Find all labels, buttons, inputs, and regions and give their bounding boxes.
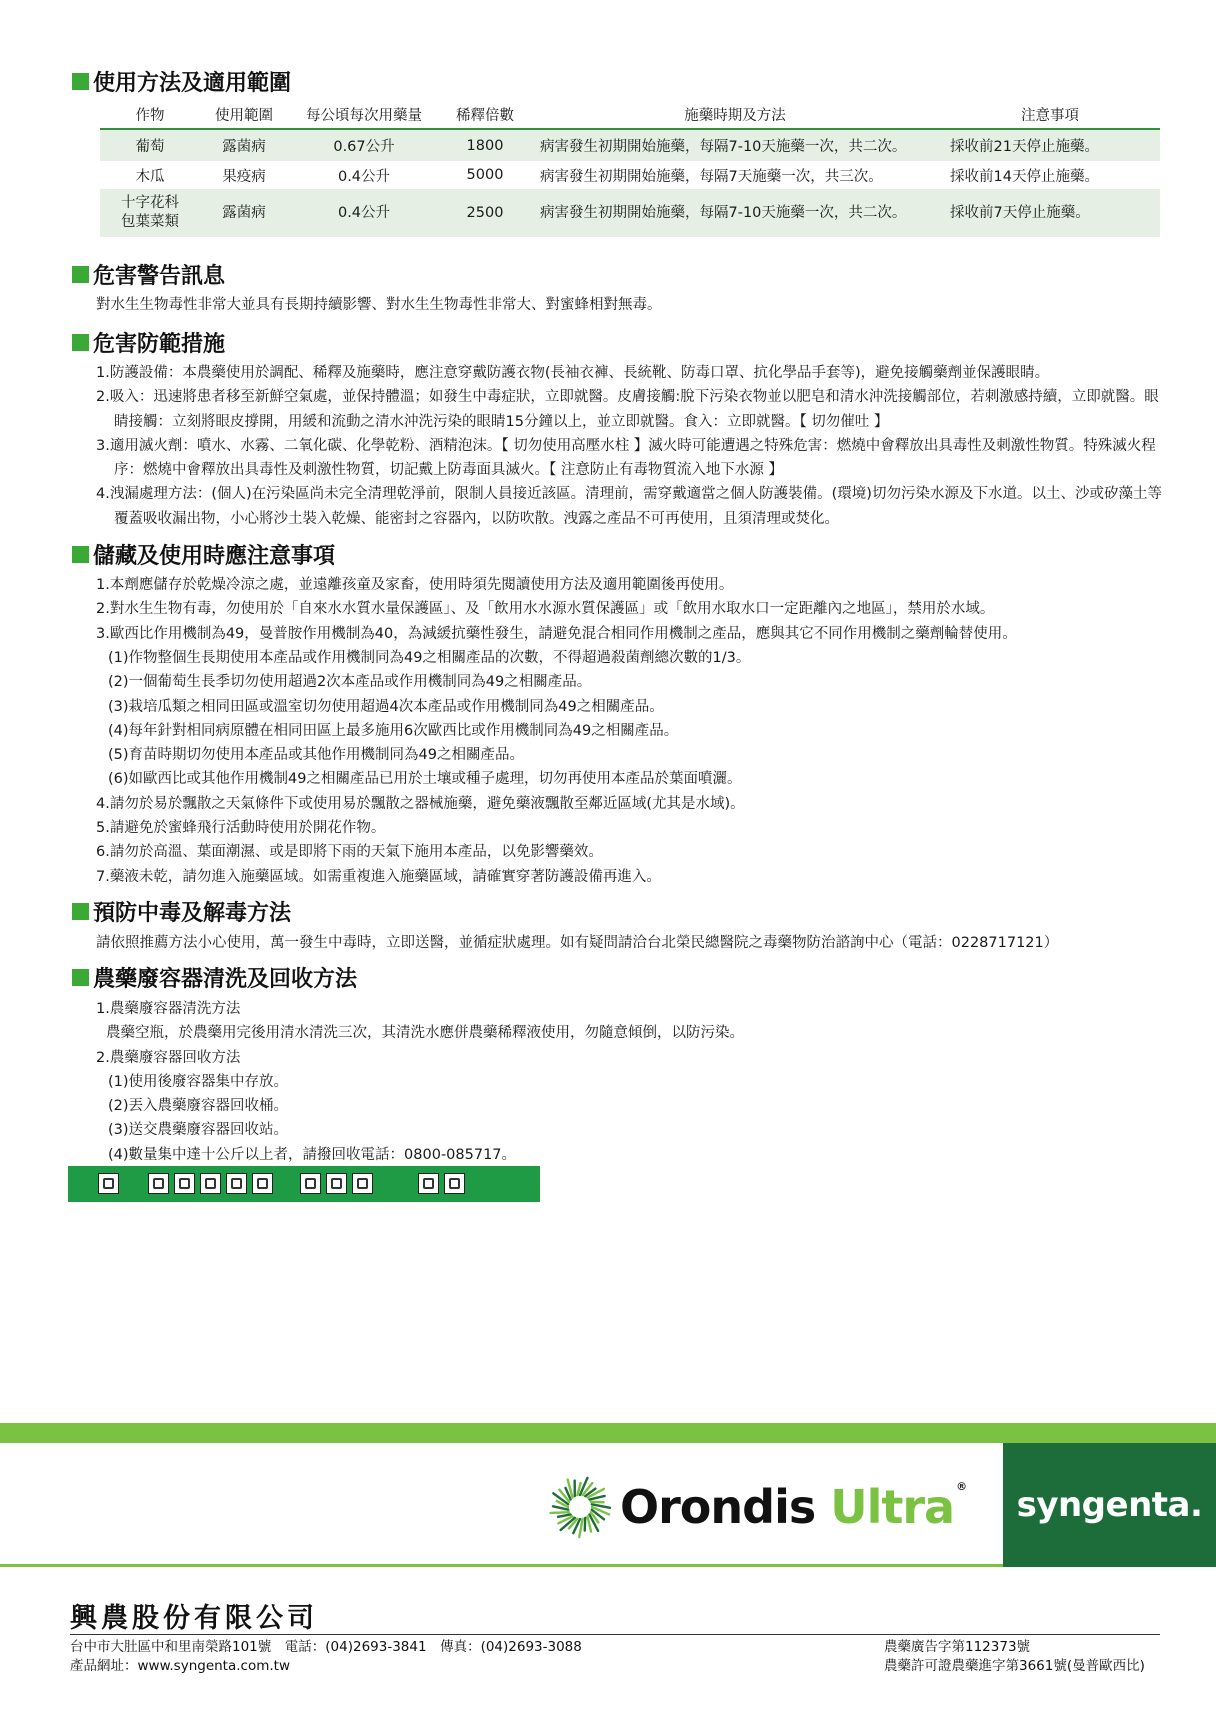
list-item: 3.適用滅火劑：噴水、水霧、二氧化碳、化學乾粉、酒精泡沫。【 切勿使用高壓水柱 】滅火時可能遭遇之特殊危害：燃燒中會釋放出具毒性及刺激性物質。特殊滅火程序：燃燒中會釋放出具毒性及刺激性物質，切記戴上防毒面具滅火。【 注意防止有毒物質流入地下水源 】: [96, 437, 1156, 479]
table-cell: 0.67公升: [288, 129, 440, 161]
usage-table: [100, 100, 1160, 237]
crop-line-1: 十字花科: [121, 195, 179, 211]
harmful-fish-icon: [444, 1173, 465, 1194]
table-cell: 露菌病: [200, 189, 288, 237]
boots-icon: [148, 1173, 169, 1194]
section-antidote-title: 預防中毒及解毒方法: [72, 897, 1162, 927]
green-square-icon: [72, 334, 89, 351]
sub-item: (2)丟入農藥廢容器回收桶。: [108, 1098, 289, 1115]
section-usage-title: 使用方法及適用範圍: [72, 66, 1162, 96]
brand-band-line: [0, 1564, 1003, 1567]
col-header: 稀釋倍數: [440, 100, 530, 129]
syngenta-logo: syngenta.: [1016, 1485, 1203, 1525]
table-cell: 果疫病: [200, 161, 288, 189]
sub-item: (4)每年針對相同病原體在相同田區上最多施用6次歐西比或作用機制同為49之相關產品。: [108, 722, 679, 739]
table-cell: [100, 189, 200, 237]
license-number: 農藥許可證農藥進字第3661號(曼普歐西比): [884, 1658, 1145, 1674]
company-name: 興農股份有限公司: [70, 1603, 318, 1634]
table-row: [100, 161, 1160, 189]
mix-icon: [300, 1173, 321, 1194]
list-item: 2.吸入：迅速將患者移至新鮮空氣處，並保持體溫；如發生中毒症狀，立即就醫。皮膚接觸:脫下污染衣物並以肥皂和清水沖洗接觸部位，若刺激感持續，立即就醫。眼睛接觸：立刻將眼皮撐開，用緩和流動之清水沖洗污染的眼睛15分鐘以上，並立即就醫。食入：立即就醫。【 切勿催吐 】: [96, 389, 1159, 430]
section-container-title: 農藥廢容器清洗及回收方法: [72, 963, 1162, 993]
col-header: 注意事項: [940, 100, 1160, 129]
list-item: 4.洩漏處理方法：(個人)在污染區尚未完全清理乾淨前，限制人員接近該區。清理前，需穿戴適當之個人防護裝備。(環境)切勿污染水源及下水道。以土、沙或矽藻土等覆蓋吸收漏出物，小心將沙土裝入乾燥、能密封之容器內，以防吹散。洩露之產品不可再使用，且須清理或焚化。: [96, 486, 1162, 527]
antidote-text: 請依照推薦方法小心使用，萬一發生中毒時，立即送醫，並循症狀處理。如有疑問請洽台北榮民總醫院之毒藥物防治諮詢中心（電話：0228717121）: [96, 934, 1059, 951]
sub-item: (5)育苗時期切勿使用本產品或其他作用機制同為49之相關產品。: [108, 747, 524, 764]
list-item: 3.歐西比作用機制為49，曼普胺作用機制為40，為減緩抗藥性發生，請避免混合相同作用機制之產品，應與其它不同作用機制之藥劑輪替使用。: [96, 625, 1017, 642]
orondis-ultra-logo: [548, 1475, 966, 1539]
section-warning-title: 危害警告訊息: [72, 259, 1162, 289]
section-storage-title: 儲藏及使用時應注意事項: [72, 539, 1162, 569]
logo-ray: [551, 1512, 570, 1513]
content-area: [72, 66, 1162, 1167]
wash-icon: [226, 1173, 247, 1194]
table-row: [100, 129, 1160, 161]
green-square-icon: [72, 969, 89, 986]
list-item: 1.本劑應儲存於乾燥冷涼之處，並遠離孩童及家畜，使用時須先閱讀使用方法及適用範圍後再使用。: [96, 577, 734, 594]
company-website: 產品網址：www.syngenta.com.tw: [70, 1658, 291, 1674]
sub-item: (2)一個葡萄生長季切勿使用超過2次本產品或作用機制同為49之相關產品。: [108, 674, 592, 691]
list-item: 5.請避免於蜜蜂飛行活動時使用於開花作物。: [96, 820, 386, 837]
green-square-icon: [72, 266, 89, 283]
table-row: [100, 189, 1160, 237]
col-header: 每公頃每次用藥量: [288, 100, 440, 129]
table-cell: 採收前7天停止施藥。: [940, 189, 1160, 237]
list-item: 7.藥液未乾，請勿進入施藥區域。如需重複進入施藥區域，請確實穿著防護設備再進入。: [96, 868, 661, 885]
col-header: 使用範圍: [200, 100, 288, 129]
syngenta-logo-box: [1003, 1443, 1216, 1567]
sub-item: (4)數量集中達十公斤以上者，請撥回收電話：0800-085717。: [108, 1146, 517, 1163]
section-precaution-title: 危害防範措施: [72, 327, 1162, 357]
ad-number: 農藥廣告字第112373號: [884, 1639, 1031, 1655]
green-square-icon: [72, 546, 89, 563]
gloves-icon: [174, 1173, 195, 1194]
green-square-icon: [72, 73, 89, 90]
list-item: 4.請勿於易於飄散之天氣條件下或使用易於飄散之器械施藥，避免藥液飄散至鄰近區域(尤其是水域)。: [96, 795, 745, 812]
list-item: 6.請勿於高溫、葉面潮濕、或是即將下雨的天氣下施用本產品，以免影響藥效。: [96, 844, 603, 861]
table-cell: 5000: [440, 161, 530, 189]
sub-item: 農藥空瓶，於農藥用完後用清水清洗三次，其清洗水應併農藥稀釋液使用，勿隨意傾倒，以防污染。: [106, 1025, 744, 1042]
table-cell: 病害發生初期開始施藥，每隔7天施藥一次，共三次。: [530, 161, 940, 189]
list-item: 2.農藥廢容器回收方法: [96, 1049, 241, 1066]
face-shield-icon: [200, 1173, 221, 1194]
sub-item: (1)作物整個生長期使用本產品或作用機制同為49之相關產品的次數，不得超過殺菌劑總次數的1/3。: [108, 649, 751, 666]
product-name: Orondis Ultra ®: [620, 1480, 967, 1534]
list-item: 1.防護設備：本農藥使用於調配、稀釋及施藥時，應注意穿戴防護衣物(長袖衣褲、長統靴、防毒口罩、抗化學品手套等)，避免接觸藥劑並保護眼睛。: [96, 365, 1050, 381]
list-item: 2.對水生生物有毒，勿使用於「自來水水質水量保護區」、及「飲用水水源水質保護區」或「飲用水取水口一定距離內之地區」，禁用於水域。: [96, 601, 995, 618]
footer-divider: [70, 1634, 1160, 1635]
company-address: 台中市大肚區中和里南榮路101號 電話：(04)2693-3841 傳真：(04)2693-3088: [70, 1639, 582, 1655]
col-header: 施藥時期及方法: [530, 100, 940, 129]
footer-right: [884, 1638, 1145, 1676]
table-cell: 採收前14天停止施藥。: [940, 161, 1160, 189]
sub-item: (3)栽培瓜類之相同田區或溫室切勿使用超過4次本產品或作用機制同為49之相關產品。: [108, 698, 664, 715]
table-cell: 葡萄: [100, 129, 200, 161]
table-cell: 採收前21天停止施藥。: [940, 129, 1160, 161]
table-cell: 露菌病: [200, 129, 288, 161]
table-cell: 病害發生初期開始施藥，每隔7-10天施藥一次，共二次。: [530, 189, 940, 237]
spray-icon: [252, 1173, 273, 1194]
apron-icon: [326, 1173, 347, 1194]
crop-line-2: 包葉菜類: [121, 214, 179, 230]
table-header-row: [100, 100, 1160, 129]
list-item: 1.農藥廢容器清洗方法: [96, 1000, 241, 1017]
safety-pictogram-strip: [68, 1166, 540, 1202]
col-header: 作物: [100, 100, 200, 129]
table-cell: 木瓜: [100, 161, 200, 189]
sub-item: (6)如歐西比或其他作用機制49之相關產品已用於土壤或種子處理，切勿再使用本產品於葉面噴灑。: [108, 771, 742, 788]
sub-item: (1)使用後廢容器集中存放。: [108, 1073, 289, 1090]
warning-text: 對水生生物毒性非常大並具有長期持續影響、對水生生物毒性非常大、對蜜蜂相對無毒。: [96, 297, 662, 313]
table-cell: 病害發生初期開始施藥，每隔7-10天施藥一次，共二次。: [530, 129, 940, 161]
table-cell: 0.4公升: [288, 161, 440, 189]
green-square-icon: [72, 903, 89, 920]
store-locked-icon: [98, 1173, 119, 1194]
table-cell: 1800: [440, 129, 530, 161]
sub-item: (3)送交農藥廢容器回收站。: [108, 1122, 289, 1139]
table-cell: 2500: [440, 189, 530, 237]
respirator-icon: [352, 1173, 373, 1194]
logo-ray: [558, 1514, 571, 1516]
brand-band-top: [0, 1423, 1216, 1443]
table-cell: 0.4公升: [288, 189, 440, 237]
footer-left: [70, 1638, 582, 1676]
orondis-burst-icon: [548, 1475, 612, 1539]
harmful-animals-icon: [418, 1173, 439, 1194]
